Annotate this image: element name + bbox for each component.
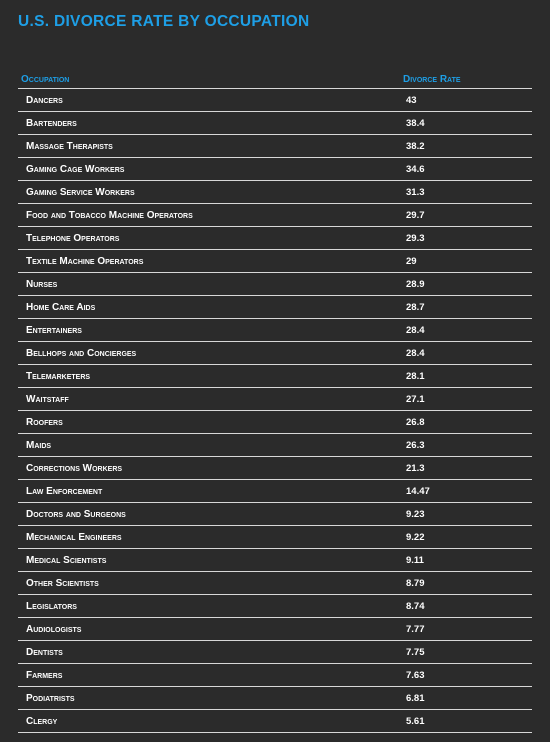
occupation-cell: Maids xyxy=(26,440,52,451)
table-header xyxy=(18,71,532,89)
occupation-cell: Dancers xyxy=(26,95,63,106)
table-row xyxy=(18,549,532,572)
divorce-rate-cell: 9.23 xyxy=(406,509,425,520)
occupation-cell: Massage Therapists xyxy=(26,141,113,152)
table-row xyxy=(18,135,532,158)
divorce-rate-cell: 38.2 xyxy=(406,141,425,152)
occupation-cell: Bartenders xyxy=(26,118,77,129)
divorce-rate-cell: 9.22 xyxy=(406,532,425,543)
occupation-cell: Roofers xyxy=(26,417,63,428)
divorce-rate-cell: 28.1 xyxy=(406,371,425,382)
table-row xyxy=(18,204,532,227)
divorce-rate-cell: 43 xyxy=(406,95,417,106)
table-row xyxy=(18,112,532,135)
table-body xyxy=(18,89,532,733)
table-row xyxy=(18,89,532,112)
divorce-rate-cell: 6.81 xyxy=(406,693,425,704)
table-row xyxy=(18,319,532,342)
chart-title: U.S. DIVORCE RATE BY OCCUPATION xyxy=(18,13,310,30)
divorce-rate-cell: 31.3 xyxy=(406,187,425,198)
table-row xyxy=(18,526,532,549)
occupation-cell: Legislators xyxy=(26,601,77,612)
table-row xyxy=(18,503,532,526)
occupation-cell: Other Scientists xyxy=(26,578,99,589)
occupation-cell: Doctors and Surgeons xyxy=(26,509,126,520)
occupation-cell: Food and Tobacco Machine Operators xyxy=(26,210,193,221)
occupation-cell: Law Enforcement xyxy=(26,486,103,497)
occupation-cell: Textile Machine Operators xyxy=(26,256,144,267)
divorce-rate-cell: 7.63 xyxy=(406,670,425,681)
table-row xyxy=(18,641,532,664)
table-row xyxy=(18,480,532,503)
table-row xyxy=(18,457,532,480)
occupation-cell: Bellhops and Concierges xyxy=(26,348,137,359)
occupation-cell: Mechanical Engineers xyxy=(26,532,122,543)
divorce-rate-cell: 8.79 xyxy=(406,578,425,589)
divorce-rate-cell: 28.7 xyxy=(406,302,425,313)
divorce-rate-cell: 29.7 xyxy=(406,210,425,221)
column-header-divorce-rate: Divorce Rate xyxy=(403,74,461,85)
divorce-rate-cell: 29 xyxy=(406,256,417,267)
table-row xyxy=(18,227,532,250)
occupation-cell: Dentists xyxy=(26,647,63,658)
occupation-cell: Waitstaff xyxy=(26,394,69,405)
table-row xyxy=(18,181,532,204)
table-row xyxy=(18,250,532,273)
table-row xyxy=(18,342,532,365)
occupation-cell: Farmers xyxy=(26,670,63,681)
table-row xyxy=(18,365,532,388)
occupation-cell: Gaming Service Workers xyxy=(26,187,135,198)
divorce-rate-cell: 26.8 xyxy=(406,417,425,428)
occupation-cell: Clergy xyxy=(26,716,58,727)
occupation-cell: Home Care Aids xyxy=(26,302,96,313)
occupation-cell: Telemarketers xyxy=(26,371,91,382)
divorce-rate-cell: 8.74 xyxy=(406,601,425,612)
divorce-rate-cell: 28.4 xyxy=(406,348,425,359)
divorce-rate-cell: 38.4 xyxy=(406,118,425,129)
divorce-rate-cell: 5.61 xyxy=(406,716,425,727)
occupation-cell: Entertainers xyxy=(26,325,82,336)
divorce-rate-cell: 26.3 xyxy=(406,440,425,451)
occupation-cell: Podiatrists xyxy=(26,693,75,704)
table-row xyxy=(18,296,532,319)
divorce-rate-cell: 29.3 xyxy=(406,233,425,244)
divorce-rate-cell: 14.47 xyxy=(406,486,430,497)
table-row xyxy=(18,572,532,595)
table-row xyxy=(18,710,532,733)
divorce-rate-cell: 7.77 xyxy=(406,624,425,635)
table-row xyxy=(18,664,532,687)
occupation-cell: Nurses xyxy=(26,279,58,290)
divorce-rate-cell: 34.6 xyxy=(406,164,425,175)
table-row xyxy=(18,411,532,434)
occupation-cell: Corrections Workers xyxy=(26,463,123,474)
divorce-rate-cell: 27.1 xyxy=(406,394,425,405)
occupation-cell: Medical Scientists xyxy=(26,555,107,566)
column-header-occupation: Occupation xyxy=(21,74,70,85)
table-row xyxy=(18,618,532,641)
table-row xyxy=(18,687,532,710)
divorce-rate-cell: 21.3 xyxy=(406,463,425,474)
occupation-cell: Audiologists xyxy=(26,624,82,635)
divorce-rate-cell: 9.11 xyxy=(406,555,424,566)
table-row xyxy=(18,595,532,618)
divorce-rate-table xyxy=(18,71,532,733)
table-row xyxy=(18,273,532,296)
table-row xyxy=(18,158,532,181)
divorce-rate-cell: 7.75 xyxy=(406,647,425,658)
occupation-cell: Telephone Operators xyxy=(26,233,120,244)
occupation-cell: Gaming Cage Workers xyxy=(26,164,125,175)
divorce-rate-cell: 28.9 xyxy=(406,279,425,290)
table-row xyxy=(18,434,532,457)
divorce-rate-cell: 28.4 xyxy=(406,325,425,336)
table-row xyxy=(18,388,532,411)
